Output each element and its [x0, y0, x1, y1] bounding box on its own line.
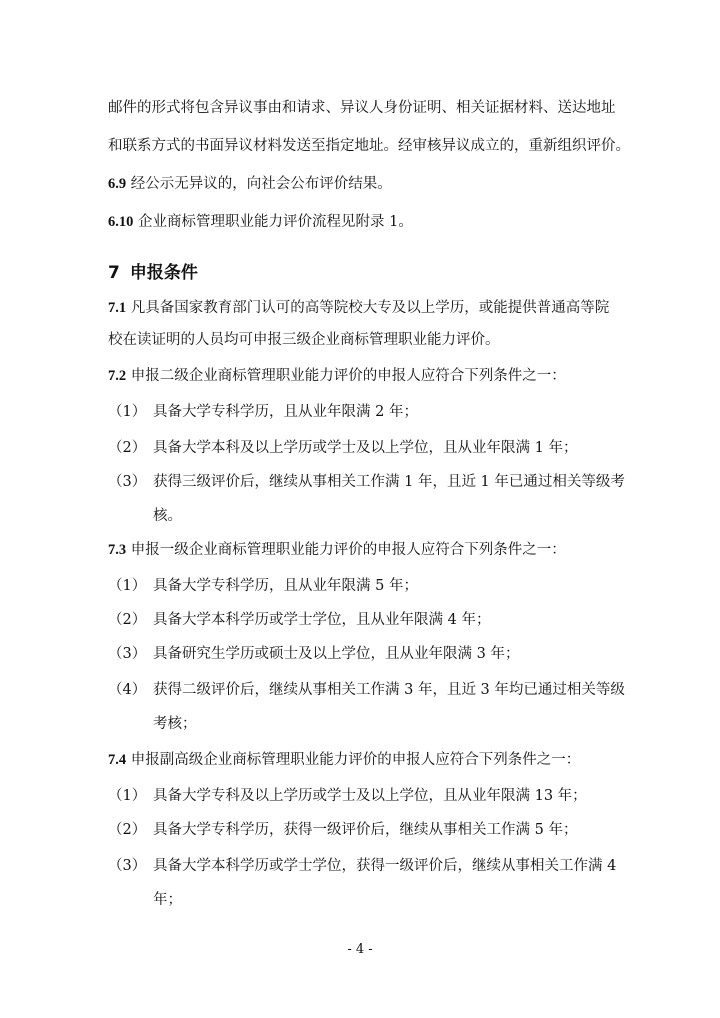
list-item [108, 786, 587, 806]
item-label: （4） [108, 682, 147, 698]
item-label: （1） [108, 404, 147, 420]
item-label: （2） [108, 612, 147, 628]
item-text: 获得三级评价后，继续从事相关工作满 1 年，且近 1 年已通过相关等级考 [153, 474, 625, 490]
list-item [108, 856, 616, 876]
clause-text: 企业商标管理职业能力评价流程见附录 1。 [137, 214, 413, 230]
item-label: （2） [108, 822, 147, 838]
clause-7-4 [108, 750, 580, 770]
item-continuation: 考核； [153, 716, 197, 732]
page-number: - 4 - [347, 942, 373, 957]
clause-7-2 [108, 366, 566, 386]
clause-number: 7.4 [108, 752, 127, 768]
item-label: （1） [108, 578, 147, 594]
paragraph-line: 校在读证明的人员均可申报三级企业商标管理职业能力评价。 [108, 332, 500, 348]
item-text: 具备大学本科学历或学士学位，获得一级评价后，继续从事相关工作满 4 [153, 858, 617, 874]
clause-number: 7.2 [108, 368, 127, 384]
item-label: （3） [108, 474, 147, 490]
clause-6-9 [108, 174, 392, 194]
clause-text: 申报一级企业商标管理职业能力评价的申报人应符合下列条件之一： [130, 542, 566, 558]
paragraph-line: 邮件的形式将包含异议事由和请求、异议人身份证明、相关证据材料、送达地址 [108, 100, 616, 116]
clause-text: 经公示无异议的，向社会公布评价结果。 [130, 176, 392, 192]
list-item [108, 438, 577, 458]
list-item [108, 472, 625, 492]
list-item [108, 820, 577, 840]
clause-7-3 [108, 540, 566, 560]
item-text: 具备大学本科及以上学历或学士及以上学位，且从业年限满 1 年； [153, 440, 578, 456]
item-text: 具备大学专科及以上学历或学士及以上学位，且从业年限满 13 年； [153, 788, 587, 804]
paragraph-line: 和联系方式的书面异议材料发送至指定地址。经审核异议成立的，重新组织评价。 [108, 138, 630, 154]
clause-text: 凡具备国家教育部门认可的高等院校大专及以上学历，或能提供普通高等院 [130, 300, 610, 316]
clause-number: 7.1 [108, 300, 127, 316]
section-title: 申报条件 [129, 263, 198, 283]
item-continuation: 核。 [153, 508, 182, 524]
item-label: （1） [108, 788, 147, 804]
item-text: 具备大学专科学历，且从业年限满 2 年； [153, 404, 418, 420]
section-heading [108, 258, 198, 283]
clause-number: 7.3 [108, 542, 127, 558]
item-label: （3） [108, 646, 147, 662]
list-item [108, 644, 519, 664]
clause-6-10 [108, 212, 413, 232]
item-text: 具备研究生学历或硕士及以上学位，且从业年限满 3 年； [153, 646, 520, 662]
list-item [108, 610, 490, 630]
clause-7-1 [108, 298, 609, 318]
section-number: 7 [108, 263, 120, 283]
list-item [108, 402, 418, 422]
item-continuation: 年； [153, 892, 182, 908]
item-text: 具备大学专科学历，且从业年限满 5 年； [153, 578, 418, 594]
list-item [108, 680, 625, 700]
item-label: （2） [108, 440, 147, 456]
clause-text: 申报副高级企业商标管理职业能力评价的申报人应符合下列条件之一： [130, 752, 581, 768]
item-label: （3） [108, 858, 147, 874]
item-text: 获得二级评价后，继续从事相关工作满 3 年，且近 3 年均已通过相关等级 [153, 682, 625, 698]
clause-text: 申报二级企业商标管理职业能力评价的申报人应符合下列条件之一： [130, 368, 566, 384]
clause-number: 6.10 [108, 214, 134, 230]
item-text: 具备大学专科学历，获得一级评价后，继续从事相关工作满 5 年； [153, 822, 578, 838]
clause-number: 6.9 [108, 176, 127, 192]
list-item [108, 576, 418, 596]
item-text: 具备大学本科学历或学士学位，且从业年限满 4 年； [153, 612, 491, 628]
